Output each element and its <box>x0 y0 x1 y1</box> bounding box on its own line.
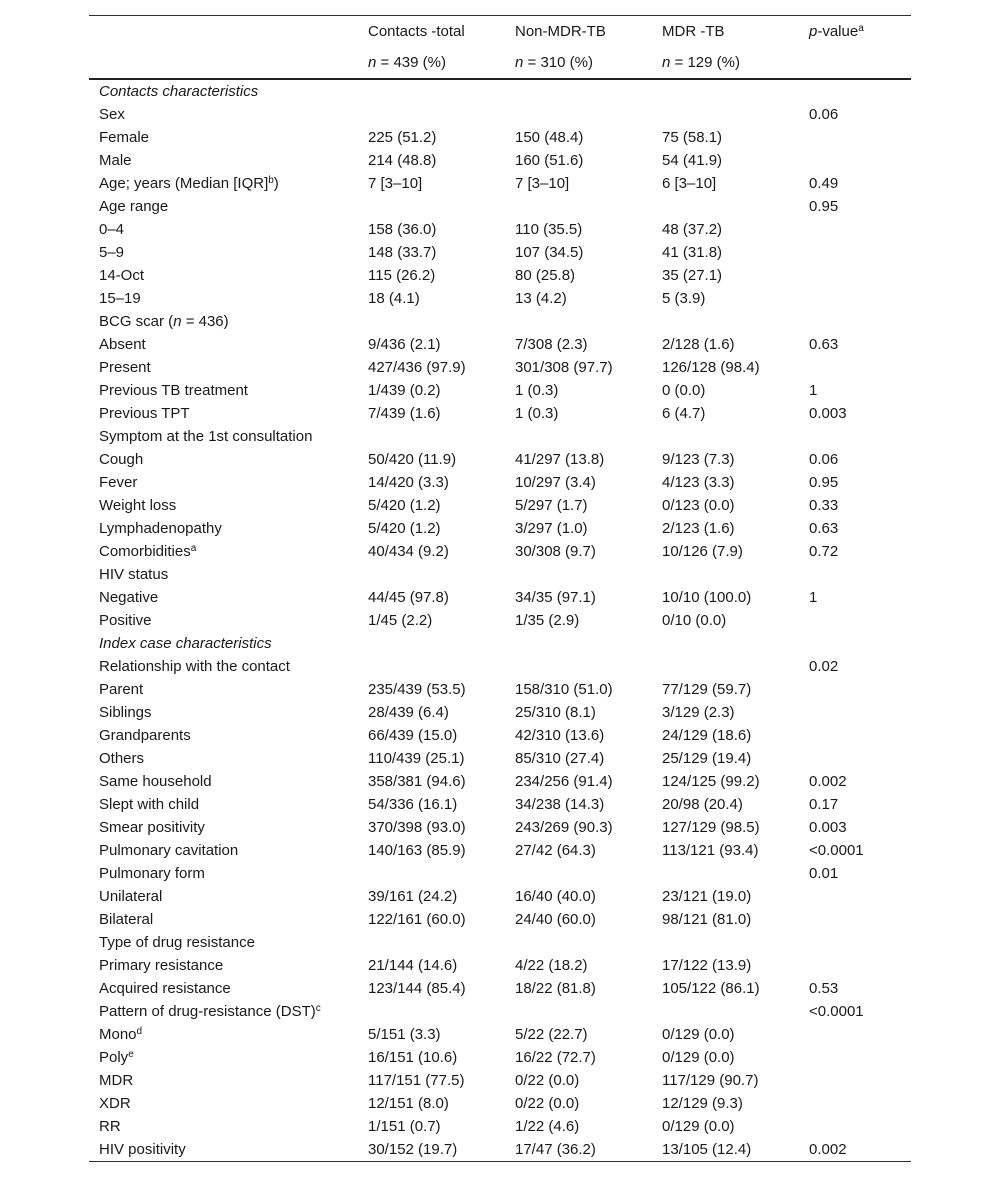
table-row <box>89 425 911 448</box>
cell-total: 16/151 (10.6) <box>368 1049 458 1066</box>
table-row <box>89 1138 911 1161</box>
cell-non-mdr: 42/310 (13.6) <box>515 727 605 744</box>
row-label: Fever <box>99 474 138 491</box>
cell-mdr <box>662 195 809 218</box>
cell-pvalue <box>809 678 911 701</box>
row-label: Weight loss <box>99 497 177 514</box>
cell-mdr: 0/129 (0.0) <box>662 1049 735 1066</box>
cell-non-mdr: 4/22 (18.2) <box>515 957 588 974</box>
cell-mdr: 126/128 (98.4) <box>662 359 760 376</box>
cell-total <box>368 195 515 218</box>
cell-pvalue <box>809 747 911 770</box>
table-row <box>89 931 911 954</box>
row-label: 5–9 <box>99 244 125 261</box>
row-label: 14-Oct <box>99 267 145 284</box>
cell-pvalue <box>809 126 911 149</box>
cell-non-mdr: 85/310 (27.4) <box>515 750 605 767</box>
cell-mdr: 20/98 (20.4) <box>662 796 743 813</box>
table-row <box>89 149 911 172</box>
cell-total: 18 (4.1) <box>368 290 420 307</box>
cell-total <box>368 655 515 678</box>
table-row <box>89 793 911 816</box>
data-table <box>89 15 911 1162</box>
cell-pvalue: 0.49 <box>809 175 839 192</box>
table-row <box>89 816 911 839</box>
cell-mdr: 124/125 (99.2) <box>662 773 760 790</box>
cell-total: 148 (33.7) <box>368 244 437 261</box>
row-label: Poly$^e$ <box>99 1049 134 1066</box>
cell-mdr: 0/129 (0.0) <box>662 1118 735 1135</box>
cell-pvalue <box>809 1023 911 1046</box>
cell-non-mdr: 158/310 (51.0) <box>515 681 613 698</box>
cell-mdr: 0/123 (0.0) <box>662 497 735 514</box>
cell-pvalue <box>809 241 911 264</box>
header-row-1 <box>89 16 911 47</box>
row-label: Present <box>99 359 151 376</box>
cell-total <box>368 310 515 333</box>
row-label: RR <box>99 1118 121 1135</box>
cell-pvalue: 0.33 <box>809 497 839 514</box>
cell-mdr <box>662 310 809 333</box>
table-row <box>89 103 911 126</box>
cell-mdr: 13/105 (12.4) <box>662 1141 752 1158</box>
cell-pvalue: 0.002 <box>809 773 847 790</box>
cell-non-mdr: 80 (25.8) <box>515 267 576 284</box>
table-row <box>89 563 911 586</box>
cell-pvalue <box>809 885 911 908</box>
cell-total: 28/439 (6.4) <box>368 704 449 721</box>
cell-non-mdr: 234/256 (91.4) <box>515 773 613 790</box>
cell-non-mdr <box>515 862 662 885</box>
cell-total: 115 (26.2) <box>368 267 436 284</box>
cell-total: 9/436 (2.1) <box>368 336 441 353</box>
cell-non-mdr: 0/22 (0.0) <box>515 1072 580 1089</box>
header-empty-cell <box>89 16 368 47</box>
cell-mdr: 75 (58.1) <box>662 129 723 146</box>
cell-non-mdr: 3/297 (1.0) <box>515 520 588 537</box>
cell-pvalue: 0.63 <box>809 336 839 353</box>
cell-non-mdr: 301/308 (97.7) <box>515 359 613 376</box>
cell-total: 12/151 (8.0) <box>368 1095 449 1112</box>
row-label: Type of drug resistance <box>99 934 255 951</box>
cell-total <box>368 425 515 448</box>
row-label: Previous TB treatment <box>99 382 248 399</box>
row-label: Others <box>99 750 145 767</box>
row-label: Symptom at the 1st consultation <box>99 428 313 445</box>
cell-mdr: 127/129 (98.5) <box>662 819 760 836</box>
cell-pvalue: 0.95 <box>809 474 839 491</box>
cell-mdr: 10/10 (100.0) <box>662 589 752 606</box>
cell-pvalue: 0.003 <box>809 819 847 836</box>
row-label: Same household <box>99 773 212 790</box>
cell-mdr: 48 (37.2) <box>662 221 723 238</box>
cell-non-mdr: 107 (34.5) <box>515 244 584 261</box>
cell-total: 110/439 (25.1) <box>368 750 465 767</box>
cell-mdr: 6 [3–10] <box>662 175 717 192</box>
cell-non-mdr: 30/308 (9.7) <box>515 543 596 560</box>
cell-mdr: 2/128 (1.6) <box>662 336 735 353</box>
table-row <box>89 908 911 931</box>
cell-pvalue <box>809 1092 911 1115</box>
cell-pvalue <box>809 954 911 977</box>
table-row <box>89 1092 911 1115</box>
cell-mdr <box>662 425 809 448</box>
cell-non-mdr <box>515 103 662 126</box>
header-col-total: Contacts -total <box>368 23 465 40</box>
row-label: Smear positivity <box>99 819 205 836</box>
table-row <box>89 517 911 540</box>
cell-mdr <box>662 931 809 954</box>
table-body <box>89 80 911 1161</box>
row-label: Bilateral <box>99 911 154 928</box>
table-row <box>89 218 911 241</box>
cell-non-mdr: 160 (51.6) <box>515 152 584 169</box>
row-label: Mono$^d$ <box>99 1026 143 1043</box>
cell-non-mdr: 1/35 (2.9) <box>515 612 580 629</box>
cell-pvalue <box>809 425 911 448</box>
cell-non-mdr: 1/22 (4.6) <box>515 1118 580 1135</box>
cell-mdr <box>662 103 809 126</box>
table-row <box>89 701 911 724</box>
table-row <box>89 310 911 333</box>
cell-total <box>368 103 515 126</box>
table-row <box>89 770 911 793</box>
cell-pvalue: 1 <box>809 589 818 606</box>
row-label: MDR <box>99 1072 134 1089</box>
cell-total: 1/151 (0.7) <box>368 1118 441 1135</box>
cell-non-mdr: 27/42 (64.3) <box>515 842 596 859</box>
table-row <box>89 655 911 678</box>
cell-pvalue: <0.0001 <box>809 1003 864 1020</box>
cell-non-mdr <box>515 1000 662 1023</box>
header-n-total: n = 439 (%) <box>368 54 446 71</box>
cell-mdr: 98/121 (81.0) <box>662 911 752 928</box>
cell-mdr: 4/123 (3.3) <box>662 474 735 491</box>
cell-total: 44/45 (97.8) <box>368 589 449 606</box>
cell-mdr: 10/126 (7.9) <box>662 543 743 560</box>
row-label: Siblings <box>99 704 152 721</box>
cell-non-mdr: 13 (4.2) <box>515 290 567 307</box>
table-row <box>89 379 911 402</box>
cell-total <box>368 931 515 954</box>
cell-non-mdr: 243/269 (90.3) <box>515 819 613 836</box>
cell-non-mdr <box>515 655 662 678</box>
cell-total: 225 (51.2) <box>368 129 437 146</box>
cell-pvalue <box>809 701 911 724</box>
row-label: 0–4 <box>99 221 125 238</box>
cell-non-mdr <box>515 425 662 448</box>
cell-non-mdr: 150 (48.4) <box>515 129 584 146</box>
table-row <box>89 471 911 494</box>
cell-pvalue: 0.72 <box>809 543 839 560</box>
row-label: Unilateral <box>99 888 163 905</box>
table-bottom-rule <box>89 1161 911 1162</box>
row-label: Age; years (Median [IQR]$^b$) <box>99 175 279 192</box>
table-row <box>89 494 911 517</box>
row-label: Parent <box>99 681 144 698</box>
cell-mdr: 3/129 (2.3) <box>662 704 735 721</box>
cell-mdr: 17/122 (13.9) <box>662 957 752 974</box>
cell-total: 5/151 (3.3) <box>368 1026 441 1043</box>
cell-total: 1/45 (2.2) <box>368 612 433 629</box>
cell-mdr <box>662 862 809 885</box>
cell-pvalue <box>809 908 911 931</box>
cell-total: 235/439 (53.5) <box>368 681 466 698</box>
table-row <box>89 402 911 425</box>
table-row <box>89 540 911 563</box>
table-row <box>89 172 911 195</box>
table-row <box>89 724 911 747</box>
cell-mdr: 6 (4.7) <box>662 405 706 422</box>
cell-mdr: 54 (41.9) <box>662 152 723 169</box>
cell-total: 370/398 (93.0) <box>368 819 466 836</box>
cell-total: 427/436 (97.9) <box>368 359 466 376</box>
cell-pvalue <box>809 609 911 632</box>
table-row <box>89 678 911 701</box>
cell-non-mdr: 7/308 (2.3) <box>515 336 588 353</box>
row-label: Cough <box>99 451 144 468</box>
cell-pvalue: 0.95 <box>809 198 839 215</box>
cell-mdr: 41 (31.8) <box>662 244 723 261</box>
cell-total: 7/439 (1.6) <box>368 405 441 422</box>
cell-mdr: 0/10 (0.0) <box>662 612 727 629</box>
table-row <box>89 977 911 1000</box>
row-label: Pulmonary form <box>99 865 205 882</box>
table-row <box>89 954 911 977</box>
cell-total: 214 (48.8) <box>368 152 437 169</box>
row-label: Relationship with the contact <box>99 658 290 675</box>
cell-non-mdr: 25/310 (8.1) <box>515 704 596 721</box>
cell-mdr: 0 (0.0) <box>662 382 706 399</box>
cell-pvalue: 0.17 <box>809 796 839 813</box>
table-row <box>89 1046 911 1069</box>
table-row <box>89 126 911 149</box>
cell-non-mdr: 7 [3–10] <box>515 175 570 192</box>
header-col-pvalue: p-value$^a$ <box>809 23 864 40</box>
table-row <box>89 862 911 885</box>
row-label: HIV status <box>99 566 169 583</box>
section-heading: Contacts characteristics <box>99 83 259 100</box>
cell-non-mdr <box>515 563 662 586</box>
table-row <box>89 1069 911 1092</box>
cell-total: 5/420 (1.2) <box>368 497 441 514</box>
cell-total: 14/420 (3.3) <box>368 474 449 491</box>
cell-pvalue: 0.06 <box>809 451 839 468</box>
cell-total: 40/434 (9.2) <box>368 543 449 560</box>
cell-pvalue <box>809 931 911 954</box>
section-heading-row <box>89 632 911 655</box>
cell-total: 358/381 (94.6) <box>368 773 466 790</box>
cell-non-mdr: 17/47 (36.2) <box>515 1141 596 1158</box>
table-row <box>89 287 911 310</box>
row-label: Previous TPT <box>99 405 190 422</box>
cell-non-mdr: 1 (0.3) <box>515 382 559 399</box>
cell-mdr: 9/123 (7.3) <box>662 451 735 468</box>
header-row-2 <box>89 47 911 78</box>
table-row <box>89 609 911 632</box>
cell-non-mdr: 34/35 (97.1) <box>515 589 596 606</box>
section-heading: Index case characteristics <box>99 635 272 652</box>
cell-pvalue: 0.63 <box>809 520 839 537</box>
row-label: Pattern of drug-resistance (DST)$^c$ <box>99 1003 321 1020</box>
table-row <box>89 195 911 218</box>
cell-pvalue <box>809 149 911 172</box>
cell-non-mdr <box>515 931 662 954</box>
cell-pvalue <box>809 563 911 586</box>
table-row <box>89 1000 911 1023</box>
cell-total: 30/152 (19.7) <box>368 1141 458 1158</box>
cell-mdr: 77/129 (59.7) <box>662 681 752 698</box>
cell-pvalue <box>809 218 911 241</box>
table-row <box>89 448 911 471</box>
cell-non-mdr: 110 (35.5) <box>515 221 583 238</box>
cell-mdr: 25/129 (19.4) <box>662 750 752 767</box>
section-heading-row <box>89 80 911 103</box>
table-row <box>89 1115 911 1138</box>
cell-non-mdr: 0/22 (0.0) <box>515 1095 580 1112</box>
row-label: Acquired resistance <box>99 980 231 997</box>
cell-pvalue: 0.06 <box>809 106 839 123</box>
cell-pvalue: 0.02 <box>809 658 839 675</box>
cell-mdr: 2/123 (1.6) <box>662 520 735 537</box>
header-n-mdr: n = 129 (%) <box>662 54 740 71</box>
cell-non-mdr: 18/22 (81.8) <box>515 980 596 997</box>
cell-non-mdr <box>515 195 662 218</box>
cell-total: 50/420 (11.9) <box>368 451 457 468</box>
cell-mdr <box>662 1000 809 1023</box>
cell-total: 5/420 (1.2) <box>368 520 441 537</box>
cell-mdr: 24/129 (18.6) <box>662 727 752 744</box>
cell-total <box>368 563 515 586</box>
cell-total: 140/163 (85.9) <box>368 842 466 859</box>
cell-pvalue <box>809 1069 911 1092</box>
row-label: Primary resistance <box>99 957 224 974</box>
cell-pvalue <box>809 264 911 287</box>
row-label: Female <box>99 129 150 146</box>
table-row <box>89 885 911 908</box>
row-label: Slept with child <box>99 796 200 813</box>
cell-mdr: 117/129 (90.7) <box>662 1072 759 1089</box>
cell-pvalue <box>809 310 911 333</box>
row-label: Negative <box>99 589 159 606</box>
cell-pvalue <box>809 287 911 310</box>
cell-pvalue <box>809 356 911 379</box>
row-label: Absent <box>99 336 146 353</box>
cell-pvalue: 0.002 <box>809 1141 847 1158</box>
table-row <box>89 241 911 264</box>
row-label: XDR <box>99 1095 131 1112</box>
row-label: HIV positivity <box>99 1141 186 1158</box>
cell-total: 7 [3–10] <box>368 175 423 192</box>
row-label: Male <box>99 152 132 169</box>
cell-total <box>368 1000 515 1023</box>
cell-non-mdr: 24/40 (60.0) <box>515 911 596 928</box>
cell-mdr <box>662 563 809 586</box>
table-row <box>89 333 911 356</box>
cell-total: 39/161 (24.2) <box>368 888 458 905</box>
cell-mdr: 35 (27.1) <box>662 267 723 284</box>
cell-total: 117/151 (77.5) <box>368 1072 465 1089</box>
cell-pvalue: <0.0001 <box>809 842 864 859</box>
cell-mdr: 5 (3.9) <box>662 290 706 307</box>
cell-non-mdr: 16/40 (40.0) <box>515 888 596 905</box>
cell-mdr: 113/121 (93.4) <box>662 842 759 859</box>
row-label: Comorbidities$^a$ <box>99 543 197 560</box>
cell-non-mdr: 1 (0.3) <box>515 405 559 422</box>
table-row <box>89 264 911 287</box>
cell-mdr <box>662 655 809 678</box>
cell-pvalue <box>809 724 911 747</box>
header-col-non-mdr: Non-MDR-TB <box>515 23 606 40</box>
table-row <box>89 1023 911 1046</box>
table-row <box>89 747 911 770</box>
table-row <box>89 356 911 379</box>
cell-mdr: 12/129 (9.3) <box>662 1095 743 1112</box>
cell-mdr: 105/122 (86.1) <box>662 980 760 997</box>
cell-pvalue: 0.01 <box>809 865 839 882</box>
cell-pvalue: 0.003 <box>809 405 847 422</box>
header-empty-cell <box>809 47 911 78</box>
cell-total: 54/336 (16.1) <box>368 796 458 813</box>
table-row <box>89 586 911 609</box>
row-label: BCG scar (n = 436) <box>99 313 229 330</box>
header-col-mdr: MDR -TB <box>662 23 725 40</box>
cell-total: 66/439 (15.0) <box>368 727 458 744</box>
cell-non-mdr: 16/22 (72.7) <box>515 1049 596 1066</box>
row-label: 15–19 <box>99 290 141 307</box>
cell-total: 158 (36.0) <box>368 221 437 238</box>
row-label: Grandparents <box>99 727 191 744</box>
cell-pvalue <box>809 1046 911 1069</box>
cell-non-mdr: 5/297 (1.7) <box>515 497 588 514</box>
cell-total: 123/144 (85.4) <box>368 980 466 997</box>
row-label: Age range <box>99 198 169 215</box>
cell-pvalue: 0.53 <box>809 980 839 997</box>
cell-total <box>368 862 515 885</box>
row-label: Positive <box>99 612 152 629</box>
cell-total: 21/144 (14.6) <box>368 957 458 974</box>
table-row <box>89 839 911 862</box>
cell-non-mdr: 41/297 (13.8) <box>515 451 605 468</box>
cell-mdr: 0/129 (0.0) <box>662 1026 735 1043</box>
cell-total: 122/161 (60.0) <box>368 911 466 928</box>
cell-non-mdr: 10/297 (3.4) <box>515 474 596 491</box>
cell-mdr: 23/121 (19.0) <box>662 888 752 905</box>
header-empty-cell <box>89 47 368 78</box>
cell-pvalue <box>809 1115 911 1138</box>
cell-non-mdr <box>515 310 662 333</box>
row-label: Lymphadenopathy <box>99 520 222 537</box>
cell-non-mdr: 5/22 (22.7) <box>515 1026 588 1043</box>
row-label: Sex <box>99 106 125 123</box>
cell-pvalue: 1 <box>809 382 818 399</box>
cell-non-mdr: 34/238 (14.3) <box>515 796 605 813</box>
header-n-non-mdr: n = 310 (%) <box>515 54 593 71</box>
cell-total: 1/439 (0.2) <box>368 382 441 399</box>
row-label: Pulmonary cavitation <box>99 842 239 859</box>
